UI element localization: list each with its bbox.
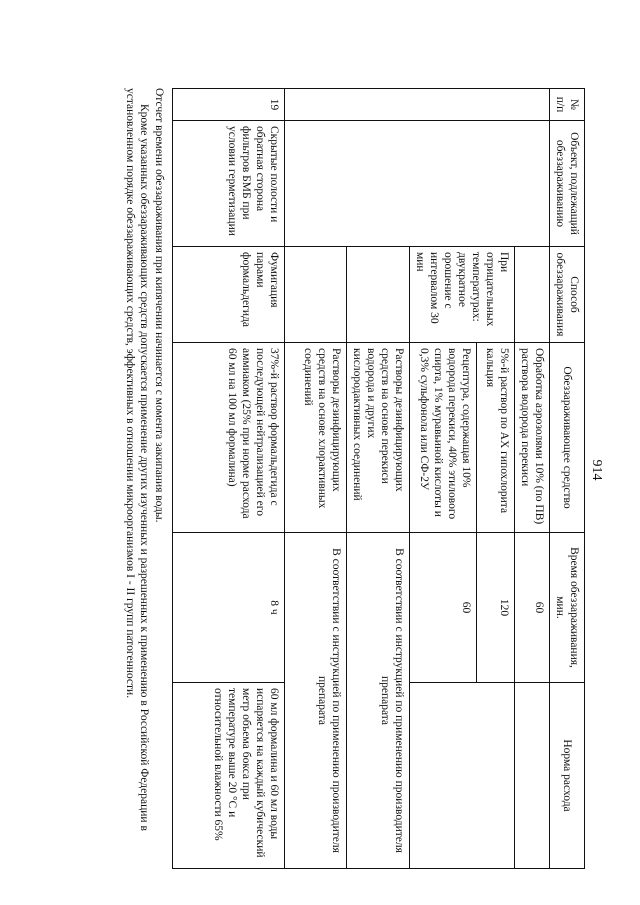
cell-agent: Растворы дезинфицирующих средств на основе хлорактивных соединений — [284, 343, 346, 533]
cell-agent: Растворы дезинфицирующих средств на основе перекиси водорода и других кислородактивных соединений — [346, 343, 409, 533]
cell-num-empty — [284, 89, 549, 121]
cell-object-empty — [284, 121, 549, 247]
cell-agent: Обработка аэрозолями 10% (по ПВ) раствора водорода перекиси — [514, 343, 549, 533]
cell-norm: 60 мл формалина и 60 мл воды испаряется на каждый кубический метр объема бокса при температуре выше 20 °С и относительной влажности 65% — [172, 683, 284, 869]
note-other-agents: Кроме указанных обеззараживающих средств допускается применение других изученных и разрешенных к применению в Российской Федерации в установленном порядке обеззараживающих средств, эффективных в отношении микроорганизмов I - II групп патогенности. — [124, 88, 151, 831]
cell-time: 120 — [477, 533, 515, 683]
cell-method-empty — [346, 247, 409, 343]
cell-norm-empty — [409, 683, 514, 869]
cell-agent: 5%-й раствор по АХ гипохлорита кальция — [477, 343, 515, 533]
cell-num: 19 — [172, 89, 284, 121]
cell-norm-empty — [514, 683, 549, 869]
header-norm: Норма расхода — [549, 683, 584, 869]
cell-method: При отрицательных температурах: двукратное орошение с интервалом 30 мин — [409, 247, 514, 343]
cell-time: 60 — [514, 533, 549, 683]
notes — [123, 88, 166, 868]
page-number: 914 — [589, 459, 604, 481]
rotated-page-content — [95, 88, 585, 868]
cell-instruction-span: В соответствии с инструкцией по применению производителя препарата — [284, 533, 346, 869]
table-header-row — [549, 89, 584, 869]
header-method: Способ обеззараживания — [549, 247, 584, 343]
cell-method: Фумигация парами формальдегида — [172, 247, 284, 343]
disinfection-table — [172, 88, 585, 869]
header-object: Объект, подлежащий обеззараживанию — [549, 121, 584, 247]
header-agent: Обеззараживающее средство — [549, 343, 584, 533]
cell-agent: Рецептура, содержащая 10% водорода перекиси, 40% этилового спирта, 1% муравьиной кислоты и 0,3% сульфонола или СФ-2У — [409, 343, 477, 533]
cell-method-empty — [284, 247, 346, 343]
cell-object: Скрытые полости и обратная сторона фильтров БМБ при условии герметизации — [172, 121, 284, 247]
cell-time: 8 ч — [172, 533, 284, 683]
cell-agent: 37%-й раствор формальдегида с последующей нейтрализацией его аммиаком (25% при норме расхода 60 мл на 100 мл формалина) — [172, 343, 284, 533]
note-boiling: Отсчет времени обеззараживания при кипячении начинается с момента закипания воды. — [152, 88, 165, 523]
cell-method-empty — [514, 247, 549, 343]
cell-instruction-span: В соответствии с инструкцией по применению производителя препарата — [346, 533, 409, 869]
table-row — [172, 89, 284, 869]
header-num: № п/п — [549, 89, 584, 121]
cell-time: 60 — [409, 533, 477, 683]
table-row — [514, 89, 549, 869]
header-time: Время обеззараживания, мин. — [549, 533, 584, 683]
